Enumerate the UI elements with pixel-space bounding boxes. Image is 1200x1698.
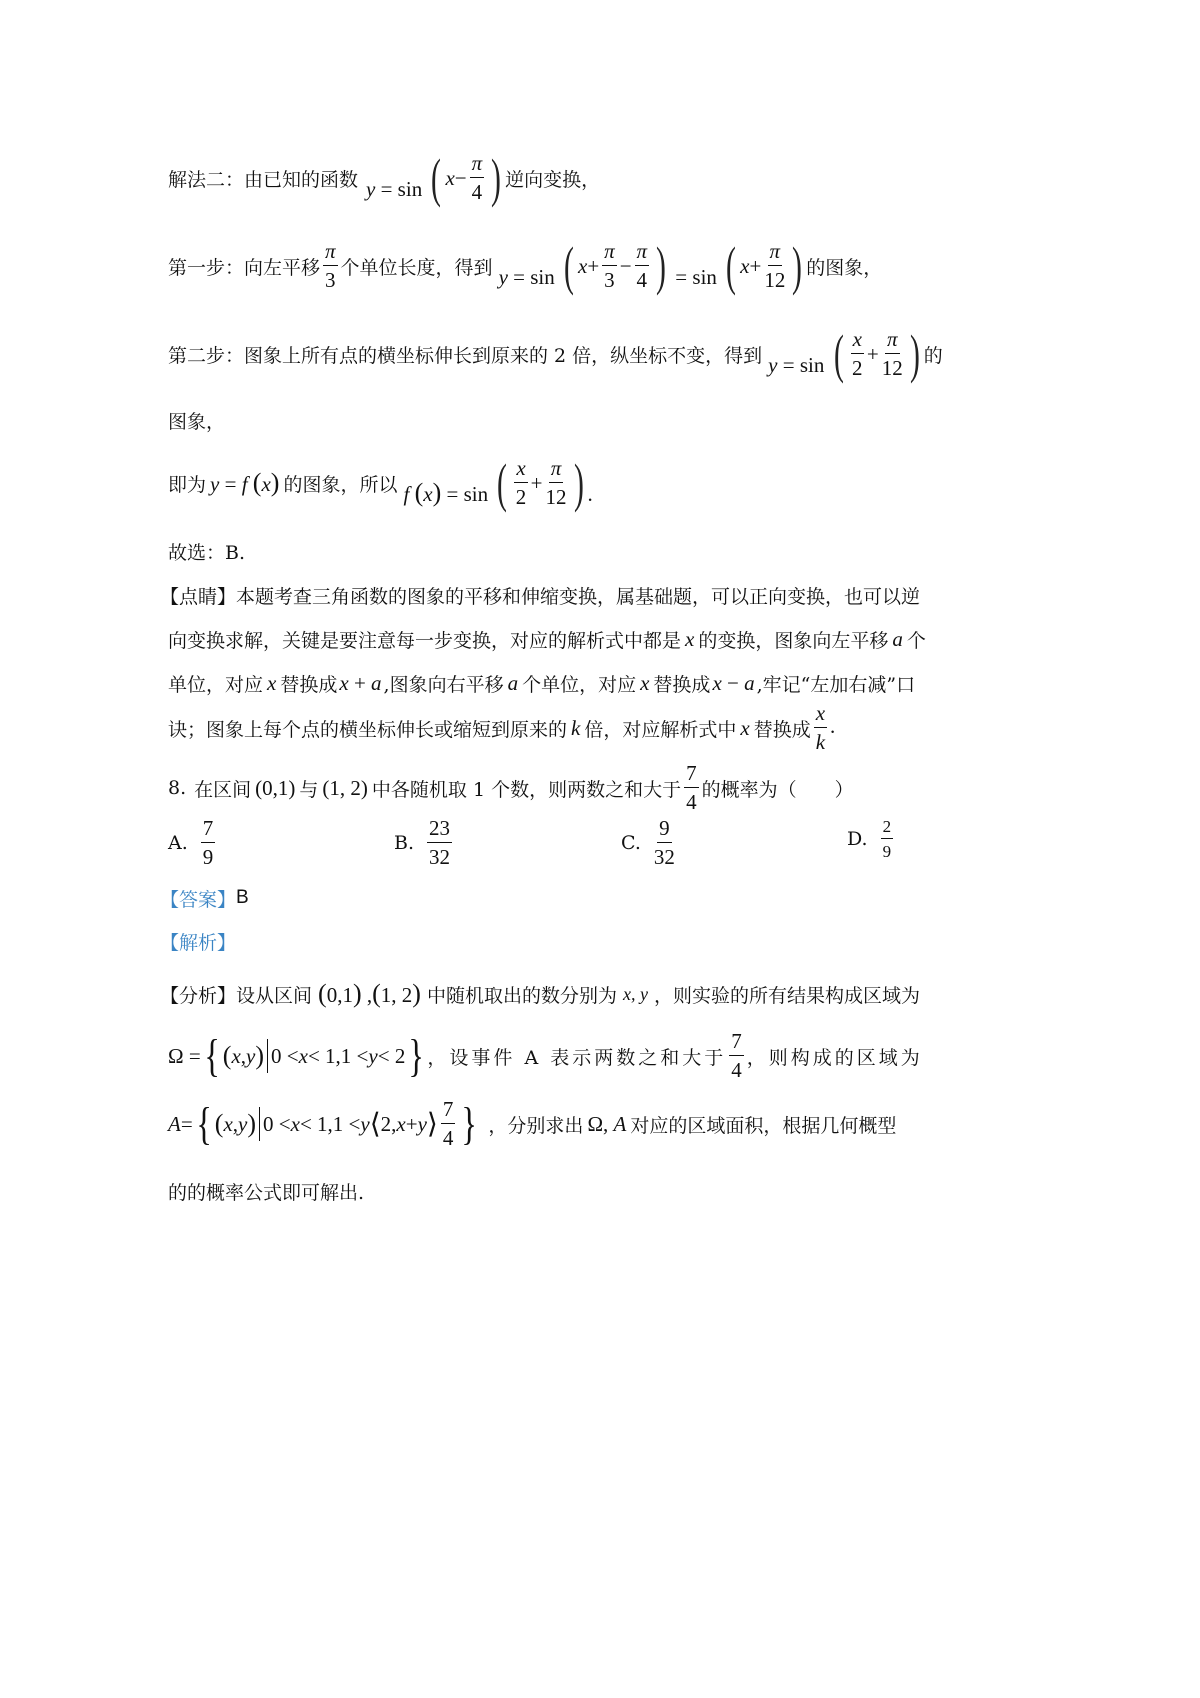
text: 第一步：向左平移 (168, 256, 321, 279)
var: a (892, 626, 903, 651)
var: x (740, 715, 750, 740)
text: 倍，对应解析式中 (584, 718, 737, 741)
option-value: 23 32 (429, 816, 451, 869)
var: x (640, 670, 650, 695)
formula: Ω = { ( x , y ) 0 < x < 1,1 < y < 2 } (168, 1030, 425, 1081)
analysis-line-2 (168, 1028, 923, 1084)
var: x + a (339, 670, 382, 695)
text: ,图象向右平移 (383, 673, 504, 696)
text: ，则实验的所有结果构成区域为 (653, 984, 920, 1007)
interval: (0,1) (255, 775, 296, 800)
analysis-line-1 (160, 976, 920, 1012)
analysis-header (160, 926, 236, 956)
text: 替换成 (753, 718, 811, 741)
text: 中各随机取 1 个数，则两数之和大于 (371, 778, 682, 801)
text: 的变换，图象向左平移 (698, 629, 889, 652)
text: 逆向变换， (505, 168, 601, 191)
text: 个单位，对应 (522, 673, 637, 696)
formula: y = f (x) (210, 468, 280, 497)
text: 对应的区域面积，根据几何概型 (630, 1114, 897, 1137)
text: 替换成 (653, 673, 711, 696)
var: x (267, 670, 277, 695)
option-a[interactable] (168, 818, 218, 868)
formula: $\frac{\pi}{3}$ (325, 239, 336, 292)
text: 个 (906, 629, 926, 652)
formula: y = sin ( x + π 3 − π 4 ) = sin ( x + π 12 ) (498, 236, 803, 296)
formula: f (x) = sin ( x 2 + π 12 ) . (403, 453, 593, 513)
text: 在区间 (194, 778, 252, 801)
question-number: 8. (168, 777, 187, 799)
text: 诀；图象上每个点的横坐标伸长或缩短到原来的 (168, 718, 568, 741)
formula: A = { ( x , y ) 0 < x < 1,1 < y ⟨ 2, x + y ⟩ 7 4 } (168, 1097, 478, 1150)
formula: $\frac{x}{k}$ . (815, 701, 836, 754)
line-method-two (168, 150, 600, 206)
summary-line-4 (168, 700, 835, 756)
option-value: 7 9 (202, 816, 214, 869)
text: 单位，对应 (168, 673, 264, 696)
text: ，分别求出 (488, 1114, 584, 1137)
summary-line-3 (168, 668, 915, 698)
summary-line-2 (168, 624, 926, 654)
formula: y = sin ( x 2 + π 12 ) (768, 324, 920, 384)
option-label: D. (847, 828, 868, 850)
text: ，则构成的区域为 (746, 1046, 923, 1069)
text: 即为 (168, 473, 207, 496)
answer-line (160, 883, 249, 913)
text: 与 (299, 778, 319, 801)
text: 的 (923, 344, 943, 367)
analysis-label: 【解析】 (160, 931, 237, 954)
formula: Ω, A (587, 1111, 627, 1136)
formula: y = sin ( x − π 4 ) (366, 148, 502, 208)
var: k (571, 715, 581, 740)
text: 的图象，所以 (283, 473, 398, 496)
formula: x, y (622, 983, 648, 1004)
text: 替换成 (280, 673, 338, 696)
text: 故选：B. (168, 541, 246, 564)
option-label: B. (394, 832, 415, 854)
text: 【分析】设从区间 (160, 984, 313, 1007)
answer-label: 【答案】 (160, 888, 237, 911)
text: 的的概率公式即可解出. (168, 1181, 365, 1204)
analysis-line-4 (168, 1176, 364, 1206)
text: 的图象， (806, 256, 883, 279)
line-graph (168, 405, 225, 435)
option-b[interactable] (394, 818, 455, 868)
line-choose (168, 536, 245, 566)
summary-line-1 (160, 580, 920, 610)
text: 【点睛】本题考查三角函数的图象的平移和伸缩变换，属基础题，可以正向变换，也可以逆 (160, 585, 921, 608)
text: 解法二：由已知的函数 (168, 168, 359, 191)
line-step-two (168, 326, 943, 382)
var: a (507, 670, 519, 695)
option-value: 9 32 (653, 816, 675, 869)
option-c[interactable] (621, 818, 678, 868)
text: 第二步：图象上所有点的横坐标伸长到原来的 2 倍，纵坐标不变，得到 (168, 344, 763, 367)
text: 图象， (168, 410, 226, 433)
formula: $\frac{7}{4}$ (731, 1029, 742, 1082)
text: 的概率为（ ） (701, 778, 854, 801)
option-d[interactable] (847, 818, 896, 860)
line-conclusion (168, 455, 593, 511)
text: 个单位长度，得到 (340, 256, 493, 279)
text: ，设事件 A 表示两数之和大于 (427, 1046, 727, 1069)
text: 向变换求解，关键是要注意每一步变换，对应的解析式中都是 (168, 629, 682, 652)
answer-value: B (236, 887, 249, 908)
option-label: C. (621, 832, 641, 854)
option-label: A. (168, 832, 188, 854)
var: x − a (712, 670, 755, 695)
analysis-line-3 (168, 1094, 896, 1154)
text: ,牢记“左加右减”口 (756, 673, 916, 696)
question-8 (168, 760, 854, 816)
formula: (0,1) ,(1, 2) (318, 979, 421, 1008)
text: 中随机取出的数分别为 (426, 984, 617, 1007)
interval: (1, 2) (322, 775, 368, 800)
option-value: 2 9 (882, 817, 892, 861)
formula: $\frac{7}{4}$ (686, 761, 697, 814)
var: x (685, 626, 695, 651)
line-step-one (168, 238, 882, 294)
